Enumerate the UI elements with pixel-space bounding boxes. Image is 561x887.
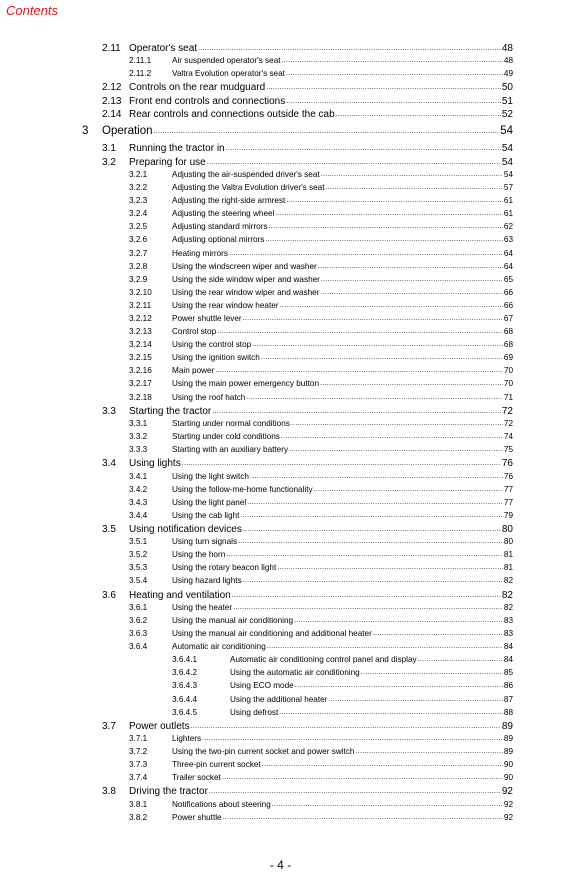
dot-leader [280, 302, 503, 309]
dot-leader [154, 128, 500, 135]
dot-leader [282, 57, 503, 64]
toc-entry[interactable] [0, 235, 561, 248]
toc-entry-number: 3.4.2 [129, 484, 148, 494]
dot-leader [265, 236, 503, 243]
toc-entry[interactable] [0, 813, 561, 826]
dot-leader [267, 643, 503, 650]
toc-entry-number: 2.13 [102, 95, 122, 107]
toc-entry[interactable] [0, 563, 561, 576]
toc-entry[interactable] [0, 603, 561, 616]
toc-entry-page[interactable]: 92 [503, 812, 513, 822]
toc-entry-page[interactable]: 66 [503, 287, 513, 297]
dot-leader [266, 84, 501, 91]
toc-entry-number: 3.2.13 [129, 327, 152, 337]
toc-entry[interactable] [0, 472, 561, 485]
toc-entry-number: 3.6 [102, 589, 116, 601]
dot-leader [320, 289, 502, 296]
toc-entry-number: 3.7.2 [129, 747, 148, 757]
dot-leader [226, 145, 501, 152]
toc-entry-title[interactable]: Using the light switch [172, 471, 249, 481]
toc-entry-title[interactable]: Using lights [129, 458, 181, 470]
toc-entry-title[interactable]: Adjusting the Valtra Evolution driver's seat [172, 183, 325, 193]
toc-entry-title[interactable]: Using the side window wiper and washer [172, 274, 320, 284]
dot-leader [262, 761, 503, 768]
toc-entry-page[interactable]: 82 [503, 602, 513, 612]
toc-entry-page[interactable]: 75 [503, 445, 513, 455]
toc-entry[interactable] [0, 747, 561, 760]
toc-entry-title[interactable]: Using the horn [172, 550, 226, 560]
toc-entry-title[interactable]: Adjusting the right-side armrest [172, 196, 286, 206]
toc-entry-title[interactable]: Using ECO mode [230, 681, 294, 691]
toc-entry-page[interactable]: 54 [501, 156, 513, 168]
dot-leader [320, 380, 503, 387]
toc-entry-number: 3.3.1 [129, 418, 148, 428]
toc-entry[interactable] [0, 432, 561, 445]
toc-entry-title[interactable]: Starting the tractor [129, 405, 212, 417]
toc-entry-page[interactable]: 77 [503, 497, 513, 507]
toc-entry-title[interactable]: Valtra Evolution operator's seat [172, 69, 285, 79]
toc-entry[interactable] [0, 353, 561, 366]
toc-entry[interactable] [0, 734, 561, 747]
toc-entry[interactable] [0, 109, 561, 122]
toc-entry-page[interactable]: 92 [501, 786, 513, 798]
toc-entry-page[interactable]: 50 [501, 82, 513, 94]
toc-entry[interactable] [0, 157, 561, 170]
toc-entry-page[interactable]: 83 [503, 629, 513, 639]
toc-entry-number: 3.2.7 [129, 248, 148, 258]
dot-leader [269, 223, 503, 230]
toc-entry-title[interactable]: Using hazard lights [172, 576, 242, 586]
dot-leader [321, 171, 503, 178]
toc-entry-page[interactable]: 71 [503, 392, 513, 402]
toc-entry-page[interactable]: 92 [503, 799, 513, 809]
toc-entry[interactable] [0, 96, 561, 109]
toc-entry[interactable] [0, 262, 561, 275]
toc-entry-number: 3.2.15 [129, 353, 152, 363]
toc-entry[interactable] [0, 209, 561, 222]
toc-entry[interactable] [0, 314, 561, 327]
toc-entry[interactable] [0, 445, 561, 458]
dot-leader [272, 801, 503, 808]
toc-entry-page[interactable]: 54 [503, 169, 513, 179]
toc-entry-number: 2.11 [102, 43, 121, 54]
dot-leader [243, 577, 503, 584]
toc-entry-page[interactable]: 82 [503, 576, 513, 586]
toc-entry-title[interactable]: Using the ignition switch [172, 353, 260, 363]
toc-entry[interactable] [0, 721, 561, 734]
toc-entry[interactable] [0, 537, 561, 550]
toc-entry-page[interactable]: 84 [503, 655, 513, 665]
dot-leader [318, 263, 503, 270]
toc-entry-title[interactable]: Heating mirrors [172, 248, 228, 258]
toc-entry-title[interactable]: Using the heater [172, 602, 233, 612]
dot-leader [238, 538, 503, 545]
toc-entry-page[interactable]: 51 [501, 95, 513, 107]
dot-leader [289, 446, 503, 453]
toc-entry-page[interactable]: 74 [503, 432, 513, 442]
dot-leader [222, 774, 503, 781]
toc-entry-page[interactable]: 63 [503, 235, 513, 245]
toc-entry-page[interactable]: 80 [503, 537, 513, 547]
toc-entry-number: 3.5.4 [129, 576, 148, 586]
toc-entry-number: 3.7 [102, 720, 116, 732]
toc-entry-title[interactable]: Operation [102, 125, 153, 138]
toc-entry-page[interactable]: 81 [503, 550, 513, 560]
toc-entry-number: 3.4.1 [129, 471, 148, 481]
toc-entry-title[interactable]: Front end controls and connections [129, 95, 286, 107]
toc-entry-number: 3.8 [102, 786, 116, 798]
toc-entry-number: 3.5 [102, 523, 116, 535]
dot-leader [243, 526, 501, 533]
toc-entry-title[interactable]: Using the rear window wiper and washer [172, 287, 320, 297]
toc-entry[interactable] [0, 576, 561, 589]
toc-entry[interactable] [0, 56, 561, 69]
toc-entry-number: 3.2.8 [129, 261, 148, 271]
toc-entry-title[interactable]: Using the cab light [172, 510, 240, 520]
toc-entry-number: 2.11.1 [129, 56, 152, 66]
toc-entry-title[interactable]: Using the follow-me-home functionality [172, 484, 313, 494]
toc-entry-page[interactable]: 83 [503, 615, 513, 625]
toc-entry-page[interactable]: 54 [501, 143, 513, 155]
toc-entry-title[interactable]: Adjusting optional mirrors [172, 235, 265, 245]
dot-leader [202, 735, 503, 742]
toc-entry-page[interactable]: 61 [503, 209, 513, 219]
toc-entry-number: 3.6.4.3 [172, 681, 198, 691]
toc-entry[interactable] [0, 366, 561, 379]
toc-entry[interactable] [0, 43, 561, 56]
toc-entry-page[interactable]: 77 [503, 484, 513, 494]
dot-leader [361, 669, 503, 676]
dot-leader [286, 98, 501, 105]
toc-entry-page[interactable]: 48 [501, 43, 513, 54]
toc-entry[interactable] [0, 524, 561, 537]
toc-entry-number: 3 [82, 125, 89, 138]
page-header-title: Contents [6, 3, 59, 18]
dot-leader [182, 460, 501, 467]
toc-entry-page[interactable]: 76 [501, 458, 513, 470]
toc-entry-number: 3.2.18 [129, 392, 152, 402]
dot-leader [286, 70, 503, 77]
toc-entry-page[interactable]: 66 [503, 300, 513, 310]
toc-entry-title[interactable]: Air suspended operator's seat [172, 56, 281, 66]
toc-entry[interactable] [0, 301, 561, 314]
toc-entry-title[interactable]: Starting with an auxiliary battery [172, 445, 289, 455]
dot-leader [229, 250, 503, 257]
toc-entry[interactable] [0, 616, 561, 629]
toc-entry-number: 3.8.1 [129, 799, 148, 809]
dot-leader [191, 723, 501, 730]
toc-entry-number: 3.2.12 [129, 314, 152, 323]
toc-entry-page[interactable]: 76 [503, 471, 513, 481]
dot-leader [212, 408, 501, 415]
toc-entry[interactable] [0, 590, 561, 603]
dot-leader [295, 682, 503, 689]
dot-leader [355, 748, 502, 755]
toc-entry-number: 3.3 [102, 405, 116, 417]
dot-leader [250, 473, 503, 480]
toc-entry-number: 3.6.4.5 [172, 707, 198, 717]
toc-entry-page[interactable]: 68 [503, 340, 513, 350]
dot-leader [291, 420, 503, 427]
toc-entry-title[interactable]: Driving the tractor [129, 786, 208, 798]
toc-entry[interactable] [0, 498, 561, 511]
page-number: - 4 - [269, 858, 292, 872]
toc-entry-number: 3.2.2 [129, 183, 148, 193]
toc-entry-page[interactable]: 86 [503, 681, 513, 691]
toc-entry-title[interactable]: Using defrost [230, 707, 279, 717]
toc-entry[interactable] [0, 288, 561, 301]
dot-leader [294, 617, 503, 624]
toc-entry-title[interactable]: Using the roof hatch [172, 392, 246, 402]
toc-entry-title[interactable]: Trailer socket [172, 773, 221, 783]
toc-entry[interactable] [0, 340, 561, 353]
toc-entry[interactable] [0, 458, 561, 471]
toc-entry-title[interactable]: Heating and ventilation [129, 589, 231, 601]
toc-entry-page[interactable]: 67 [503, 314, 513, 323]
toc-entry-number: 3.6.3 [129, 629, 148, 639]
toc-entry[interactable] [0, 170, 561, 183]
toc-entry-page[interactable]: 81 [503, 563, 513, 573]
dot-leader [223, 814, 503, 821]
toc-entry-number: 3.4.3 [129, 497, 148, 507]
toc-entry[interactable] [0, 69, 561, 82]
toc-entry-title[interactable]: Using the additional heater [230, 694, 328, 704]
toc-entry-page[interactable]: 49 [503, 69, 513, 79]
toc-entry-page[interactable]: 90 [503, 773, 513, 783]
toc-entry-title[interactable]: Operator's seat [129, 43, 198, 54]
toc-entry[interactable] [0, 249, 561, 262]
toc-entry-number: 2.14 [102, 109, 122, 121]
toc-entry[interactable] [0, 196, 561, 209]
toc-entry-number: 3.6.2 [129, 615, 148, 625]
dot-leader [373, 630, 503, 637]
toc-entry-title[interactable]: Preparing for use [129, 156, 206, 168]
toc-entry-number: 3.3.3 [129, 445, 148, 455]
toc-entry-number: 3.6.4.1 [172, 655, 198, 665]
toc-entry-number: 3.6.4 [129, 642, 148, 652]
toc-entry[interactable] [0, 125, 561, 143]
toc-entry-title[interactable]: Using the light panel [172, 497, 247, 507]
table-of-contents [0, 43, 561, 826]
toc-entry-number: 3.7.1 [129, 734, 148, 744]
toc-entry-number: 3.2 [102, 156, 116, 168]
toc-entry-title[interactable]: Controls on the rear mudguard [129, 82, 266, 94]
dot-leader [198, 45, 501, 52]
toc-entry-title[interactable]: Using the manual air conditioning and additional heater [172, 629, 372, 639]
toc-entry-number: 3.2.5 [129, 222, 148, 232]
toc-entry[interactable] [0, 773, 561, 786]
toc-entry-page[interactable]: 61 [503, 196, 513, 206]
toc-entry-title[interactable]: Rear controls and connections outside the cab [129, 109, 335, 121]
dot-leader [275, 210, 502, 217]
toc-entry-page[interactable]: 54 [500, 125, 513, 138]
toc-entry[interactable] [0, 393, 561, 406]
toc-entry-page[interactable]: 88 [503, 707, 513, 717]
toc-entry[interactable] [0, 183, 561, 196]
toc-entry-number: 3.6.4.4 [172, 694, 198, 704]
toc-entry-number: 3.1 [102, 143, 116, 155]
toc-entry-title[interactable]: Power shuttle [172, 812, 222, 822]
toc-entry[interactable] [0, 327, 561, 340]
toc-entry-number: 3.7.4 [129, 773, 148, 783]
toc-entry[interactable] [0, 222, 561, 235]
toc-entry-number: 3.5.2 [129, 550, 148, 560]
toc-entry-title[interactable]: Lighters [172, 734, 202, 744]
toc-entry-title[interactable]: Using the two-pin current socket and power switch [172, 747, 355, 757]
toc-entry-page[interactable]: 64 [503, 261, 513, 271]
toc-entry-title[interactable]: Starting under normal conditions [172, 418, 290, 428]
dot-leader [281, 433, 503, 440]
toc-entry[interactable] [0, 379, 561, 392]
toc-entry-page[interactable]: 84 [503, 642, 513, 652]
toc-entry-number: 2.12 [102, 82, 122, 94]
toc-entry[interactable] [0, 800, 561, 813]
toc-entry-title[interactable]: Adjusting standard mirrors [172, 222, 268, 232]
toc-entry[interactable] [0, 760, 561, 773]
toc-entry-page[interactable]: 69 [503, 353, 513, 363]
toc-entry[interactable] [0, 419, 561, 432]
toc-entry-page[interactable]: 72 [501, 405, 513, 417]
toc-entry-title[interactable]: Using the main power emergency button [172, 379, 319, 389]
toc-entry-title[interactable]: Using the windscreen wiper and washer [172, 261, 317, 271]
toc-entry-page[interactable]: 68 [503, 327, 513, 337]
toc-entry-page[interactable]: 85 [503, 668, 513, 678]
toc-entry-page[interactable]: 72 [503, 418, 513, 428]
toc-entry-page[interactable]: 70 [503, 366, 513, 376]
toc-entry-page[interactable]: 80 [501, 523, 513, 535]
toc-entry[interactable] [0, 708, 561, 721]
toc-entry-page[interactable]: 90 [503, 760, 513, 770]
toc-entry[interactable] [0, 695, 561, 708]
toc-entry-title[interactable]: Power outlets [129, 720, 190, 732]
toc-entry-title[interactable]: Using the control stop [172, 340, 252, 350]
toc-entry-title[interactable]: Adjusting the steering wheel [172, 209, 275, 219]
toc-entry[interactable] [0, 82, 561, 95]
dot-leader [209, 788, 501, 795]
dot-leader [252, 341, 503, 348]
toc-entry-number: 3.2.14 [129, 340, 152, 350]
toc-entry-title[interactable]: Using notification devices [129, 523, 242, 535]
toc-entry-title[interactable]: Notifications about steering [172, 799, 271, 809]
toc-entry-title[interactable]: Running the tractor in [129, 143, 225, 155]
toc-entry-page[interactable]: 82 [501, 589, 513, 601]
toc-entry-page[interactable]: 70 [503, 379, 513, 389]
toc-entry[interactable] [0, 550, 561, 563]
toc-entry[interactable] [0, 642, 561, 655]
toc-entry-number: 3.5.3 [129, 563, 148, 573]
toc-entry-number: 3.4.4 [129, 510, 148, 520]
toc-entry-title[interactable]: Power shuttle lever [172, 314, 242, 323]
dot-leader [232, 592, 501, 599]
dot-leader [328, 696, 502, 703]
dot-leader [418, 656, 503, 663]
toc-entry-number: 3.3.2 [129, 432, 148, 442]
toc-entry-page[interactable]: 64 [503, 248, 513, 258]
dot-leader [233, 604, 503, 611]
toc-entry[interactable] [0, 143, 561, 156]
toc-entry-title[interactable]: Using the manual air conditioning [172, 615, 294, 625]
toc-entry-number: 3.2.4 [129, 209, 148, 219]
toc-entry-page[interactable]: 79 [503, 510, 513, 520]
toc-entry[interactable] [0, 406, 561, 419]
dot-leader [217, 328, 503, 335]
toc-entry-title[interactable]: Using the automatic air conditioning [230, 668, 360, 678]
toc-entry-number: 3.2.1 [129, 169, 148, 179]
dot-leader [286, 197, 503, 204]
toc-entry-page[interactable]: 89 [503, 734, 513, 744]
toc-entry-number: 3.6.4.2 [172, 668, 198, 678]
toc-entry[interactable] [0, 485, 561, 498]
dot-leader [314, 486, 503, 493]
toc-entry-title[interactable]: Adjusting the air-suspended driver's seat [172, 169, 320, 179]
toc-entry-number: 3.2.11 [129, 300, 152, 310]
dot-leader [261, 354, 503, 361]
toc-entry-title[interactable]: Using turn signals [172, 537, 238, 547]
toc-entry-number: 3.6.1 [129, 602, 148, 612]
toc-entry-page[interactable]: 62 [503, 222, 513, 232]
toc-entry-number: 3.4 [102, 458, 116, 470]
dot-leader [247, 499, 503, 506]
toc-entry-page[interactable]: 52 [501, 109, 513, 121]
toc-entry-page[interactable]: 89 [501, 720, 513, 732]
dot-leader [243, 315, 503, 322]
toc-entry-title[interactable]: Control stop [172, 327, 217, 337]
toc-entry-page[interactable]: 65 [503, 274, 513, 284]
toc-entry-number: 3.5.1 [129, 537, 148, 547]
dot-leader [279, 709, 503, 716]
toc-entry-title[interactable]: Three-pin current socket [172, 760, 261, 770]
dot-leader [240, 512, 503, 519]
toc-entry[interactable] [0, 681, 561, 694]
dot-leader [326, 184, 503, 191]
toc-entry-title[interactable]: Starting under cold conditions [172, 432, 280, 442]
toc-entry-number: 3.2.6 [129, 235, 148, 245]
dot-leader [215, 367, 503, 374]
toc-entry-number: 3.8.2 [129, 812, 148, 822]
toc-entry-number: 3.7.3 [129, 760, 148, 770]
dot-leader [336, 111, 501, 118]
toc-entry-number: 3.2.17 [129, 379, 152, 389]
toc-entry-title[interactable]: Using the rotary beacon light [172, 563, 277, 573]
toc-entry-number: 3.2.3 [129, 196, 148, 206]
toc-entry-title[interactable]: Automatic air conditioning [172, 642, 266, 652]
toc-entry-number: 2.11.2 [129, 69, 152, 79]
toc-entry[interactable] [0, 275, 561, 288]
toc-entry-page[interactable]: 48 [503, 56, 513, 66]
dot-leader [207, 159, 501, 166]
toc-entry[interactable] [0, 786, 561, 799]
toc-entry-title[interactable]: Using the rear window heater [172, 300, 279, 310]
toc-entry-number: 3.2.9 [129, 274, 148, 284]
toc-entry-number: 3.2.10 [129, 287, 152, 297]
toc-entry[interactable] [0, 668, 561, 681]
toc-entry[interactable] [0, 511, 561, 524]
toc-entry-page[interactable]: 89 [503, 747, 513, 757]
toc-entry[interactable] [0, 655, 561, 668]
toc-entry-page[interactable]: 87 [503, 694, 513, 704]
toc-entry-title[interactable]: Automatic air conditioning control panel and display [230, 655, 417, 665]
toc-entry-number: 3.2.16 [129, 366, 152, 376]
dot-leader [226, 551, 503, 558]
toc-entry[interactable] [0, 629, 561, 642]
toc-entry-title[interactable]: Main power [172, 366, 215, 376]
toc-entry-page[interactable]: 57 [503, 183, 513, 193]
dot-leader [321, 276, 503, 283]
dot-leader [246, 394, 503, 401]
dot-leader [277, 564, 503, 571]
